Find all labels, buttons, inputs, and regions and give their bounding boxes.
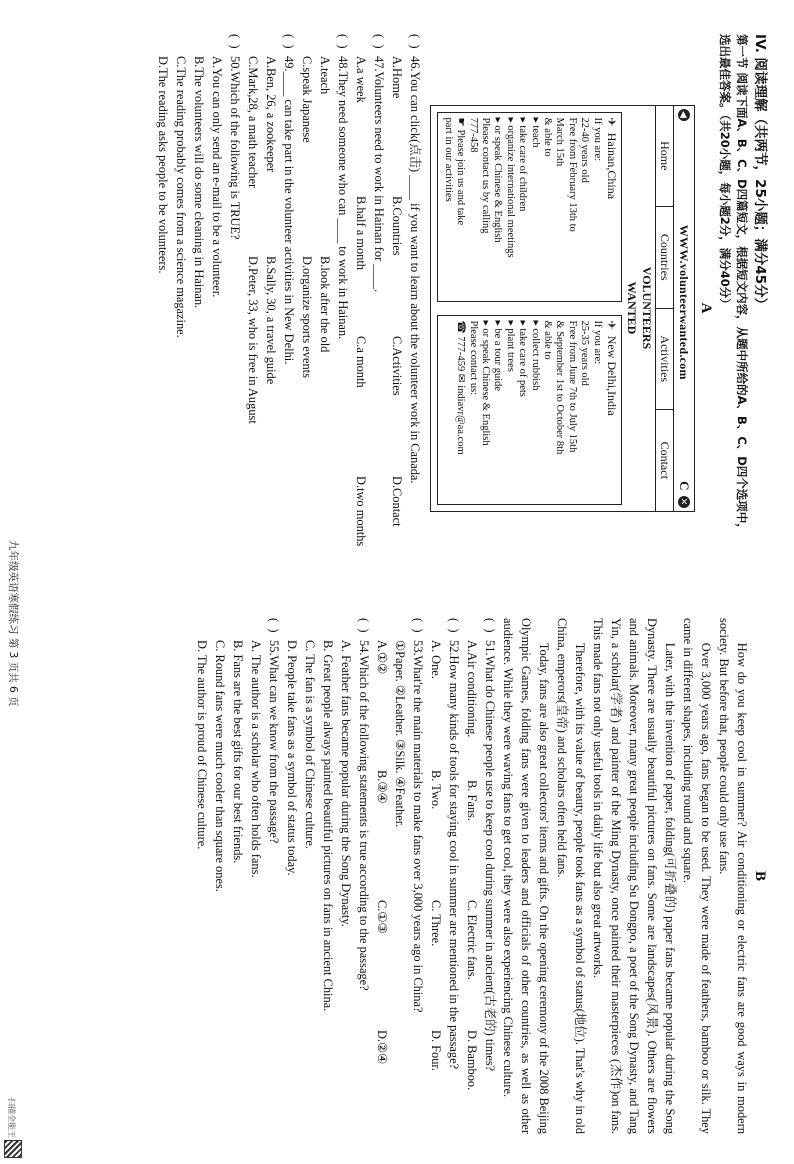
options-48: A.teach B.look after the old xyxy=(318,56,333,353)
option-50a: A.You can only send an e-mail to be a volunteer. xyxy=(210,56,225,298)
options-53: A.①② B.③④ C.①③ D.②④ xyxy=(375,640,389,1065)
box-line: ▸ collect rubbish xyxy=(529,320,541,391)
question-54: ( ) 54. Which of the following statements is true according to the passage? xyxy=(357,618,371,991)
question-49: ( ) 49. ____ can take part in the volunteer activities in New Delhi. xyxy=(282,34,297,365)
options-48b: C.speak Japanese D.organize sports events xyxy=(300,56,315,378)
options-49: A.Ben, 26, a zookeeper B.Sally, 30, a travel guide xyxy=(264,56,279,385)
question-55: ( ) 55. What can we know from the passage? xyxy=(267,618,281,844)
scanner-label: 扫描全能王 xyxy=(7,1098,16,1138)
box-line: ☎ 777-459 ✉ indiavr@aa.com xyxy=(455,320,467,455)
box-line: Free from February 13th to xyxy=(566,117,578,232)
box-line: Please contact us: xyxy=(467,320,479,396)
plane-icon: ✈ xyxy=(605,117,617,127)
paragraph: Over 3,000 years ago, fans began to be used. They were made of feathers, bamboo or silk. They came in different shapes, including round and square. xyxy=(681,618,713,1134)
box-line: & able to xyxy=(541,320,553,360)
hainan-place: Hainan,China xyxy=(605,132,619,200)
section-title: IV. 阅读理解（共两节，25小题；满分45分） xyxy=(752,34,768,312)
delhi-place: New Delhi,India xyxy=(605,335,619,416)
paragraph: How do you keep cool in summer? Air conditioning or electric fans are good ways in modern society. But before that, people could only use fans. xyxy=(717,618,749,1134)
box-line: ▸ be a tour guide xyxy=(492,320,504,392)
box-line: If you are: xyxy=(591,117,603,162)
box-line: ☛ Please join us and take xyxy=(455,117,467,226)
url-bar xyxy=(673,106,694,511)
box-line: & September 1st to October 8th xyxy=(554,320,566,455)
option-54c: C. The fan is a symbol of Chinese culture. xyxy=(303,640,317,849)
passage-b-letter: B xyxy=(752,870,768,881)
question-51: ( ) 51. What do Chinese people use to keep cool during summer in ancient(古老的) times? xyxy=(483,618,497,1072)
paragraph: Later, with the invention of paper, folding(可折叠的) paper fans became popular during the Song Dynasty. There are usually beautiful pictures on fans. Some are landscapes(风景). Others are flowers and animals. Moreover, many great people including Su Dongpo, a poet of the Song Dynasty, and Tang Yin, a scholar(学者) and painter of the Ming Dynasty, once painted their masterpieces (杰作)on fans. This made fans not only useful tools in daily life but also great artworks. xyxy=(591,618,677,1134)
heading-wanted: WANTED xyxy=(625,281,639,335)
close-icon: ✕ xyxy=(678,496,690,508)
heading-volunteers: VOLUNTEERS xyxy=(640,266,654,350)
question-50: ( ) 50. Which of the following is TRUE? xyxy=(228,34,243,240)
nav-activities: Activities xyxy=(656,309,673,411)
plane-icon: ✈ xyxy=(605,320,617,330)
browser-window xyxy=(430,105,695,512)
question-52: ( ) 52. How many kinds of tools for staying cool in summer are mentioned in the passage? xyxy=(447,618,461,1070)
box-line: part in our activities xyxy=(442,117,454,202)
nav-contact: Contact xyxy=(658,441,672,479)
option-54a: A. Feather fans became popular during the Song Dynasty. xyxy=(339,640,353,927)
box-line: 777-458 xyxy=(467,117,479,153)
passage-a-letter: A xyxy=(698,302,714,314)
paragraph: Today, fans are also great collectors' items and gifts. On the opening ceremony of the 2008 Beijing Olympic Games, folding fans were given to leaders and officials of other countries, as well as other audience. While they were waving fans to get cool, they were also experiencing Chinese culture. xyxy=(501,618,551,1134)
option-50b: B.The volunteers will do some cleaning in Hainan. xyxy=(192,56,207,309)
option-54d: D. People take fans as a symbol of status today. xyxy=(285,640,299,876)
option-55c: C. Round fans were much cooler than square ones. xyxy=(213,640,227,892)
option-55d: D. The author is proud of Chinese culture. xyxy=(195,640,209,850)
question-53: ( ) 53. What're the main materials to make fans over 3,000 years ago in China? xyxy=(411,618,425,1013)
box-line: March 15th xyxy=(554,117,566,167)
option-55a: A. The author is a scholar who often holds fans. xyxy=(249,640,263,878)
box-line: ▸ teach xyxy=(529,117,541,148)
box-line: Free from June 7th to July 15th xyxy=(566,320,578,453)
back-icon: ◀ xyxy=(678,109,690,121)
right-column xyxy=(0,600,794,1164)
question-48: ( ) 48. They need someone who can ____ to work in Hainan. xyxy=(336,34,351,340)
box-line: 25-35 years old xyxy=(579,320,591,386)
box-line: & able to xyxy=(541,117,553,157)
option-54b: B. Great people always painted beautiful pictures on fans in ancient China. xyxy=(321,640,335,1012)
box-line: ▸ organize international meetings xyxy=(504,117,516,258)
page-footer: 九年级英语寒假练习 第 3 页共 6 页 xyxy=(7,540,19,707)
options-51: A.Air conditioning. B. Fans. C. Electric fans. D. Bamboo. xyxy=(465,640,479,1091)
box-line: ▸ or speak Chinese & English xyxy=(492,117,504,243)
options-46: A.Home B.Countries C.Activities D.Contact xyxy=(390,56,405,527)
box-line: ▸ plant trees xyxy=(504,320,516,372)
instruction-line-2: 选出最佳答案。（共20小题，每小题2分，满分40分） xyxy=(718,34,732,310)
url-text: WWW.volunteerwanted.com xyxy=(677,224,692,380)
materials-53: ①Paper. ②Leather. ③Silk. ④Feather. xyxy=(393,640,407,828)
question-47: ( ) 47. Volunteers need to work in Hainan for ____. xyxy=(372,34,387,293)
qr-code-icon xyxy=(4,1140,22,1158)
hainan-box xyxy=(437,112,622,302)
options-47: A.a week B.half a month C.a month D.two months xyxy=(354,56,369,547)
nav-home: Home xyxy=(656,106,673,208)
option-50c: C.The reading probably comes from a science magazine. xyxy=(174,56,189,338)
instruction-line-1: 第一节 阅读下面A、B、C、D四篇短文，根据短文内容，从题中所给的A、B、C、D四个选项中， xyxy=(735,34,749,535)
box-line: Please contact us by calling xyxy=(479,117,491,234)
box-line: ▸ take care of children xyxy=(517,117,529,212)
question-46: ( ) 46. You can click(点击) ____ if you want to learn about the volunteer work in Canada. xyxy=(408,34,423,484)
options-52: A. One. B. Two. C. Three. D. Four. xyxy=(429,640,443,1071)
box-line: If you are: xyxy=(591,320,603,365)
nav-countries: Countries xyxy=(656,207,673,309)
option-55b: B. Fans are the best gifts for our best friends. xyxy=(231,640,245,864)
box-line: ▸ take care of pets xyxy=(517,320,529,397)
nav-bar xyxy=(655,106,673,511)
box-line: 22-40 years old xyxy=(579,117,591,183)
box-line: ▸ or speak Chinese & English xyxy=(479,320,491,446)
paragraph: Therefore, with its value of beauty, people took fans as a symbol of status(地位). That's why in old China, emperors(皇帝) and scholars often held fans. xyxy=(555,618,587,1134)
option-50d: D.The reading asks people to be volunteers. xyxy=(156,56,171,274)
refresh-button: C xyxy=(677,481,692,491)
options-49b: C.Mark,28, a math teacher D.Peter, 33, who is free in August xyxy=(246,56,261,424)
delhi-box xyxy=(437,315,622,505)
